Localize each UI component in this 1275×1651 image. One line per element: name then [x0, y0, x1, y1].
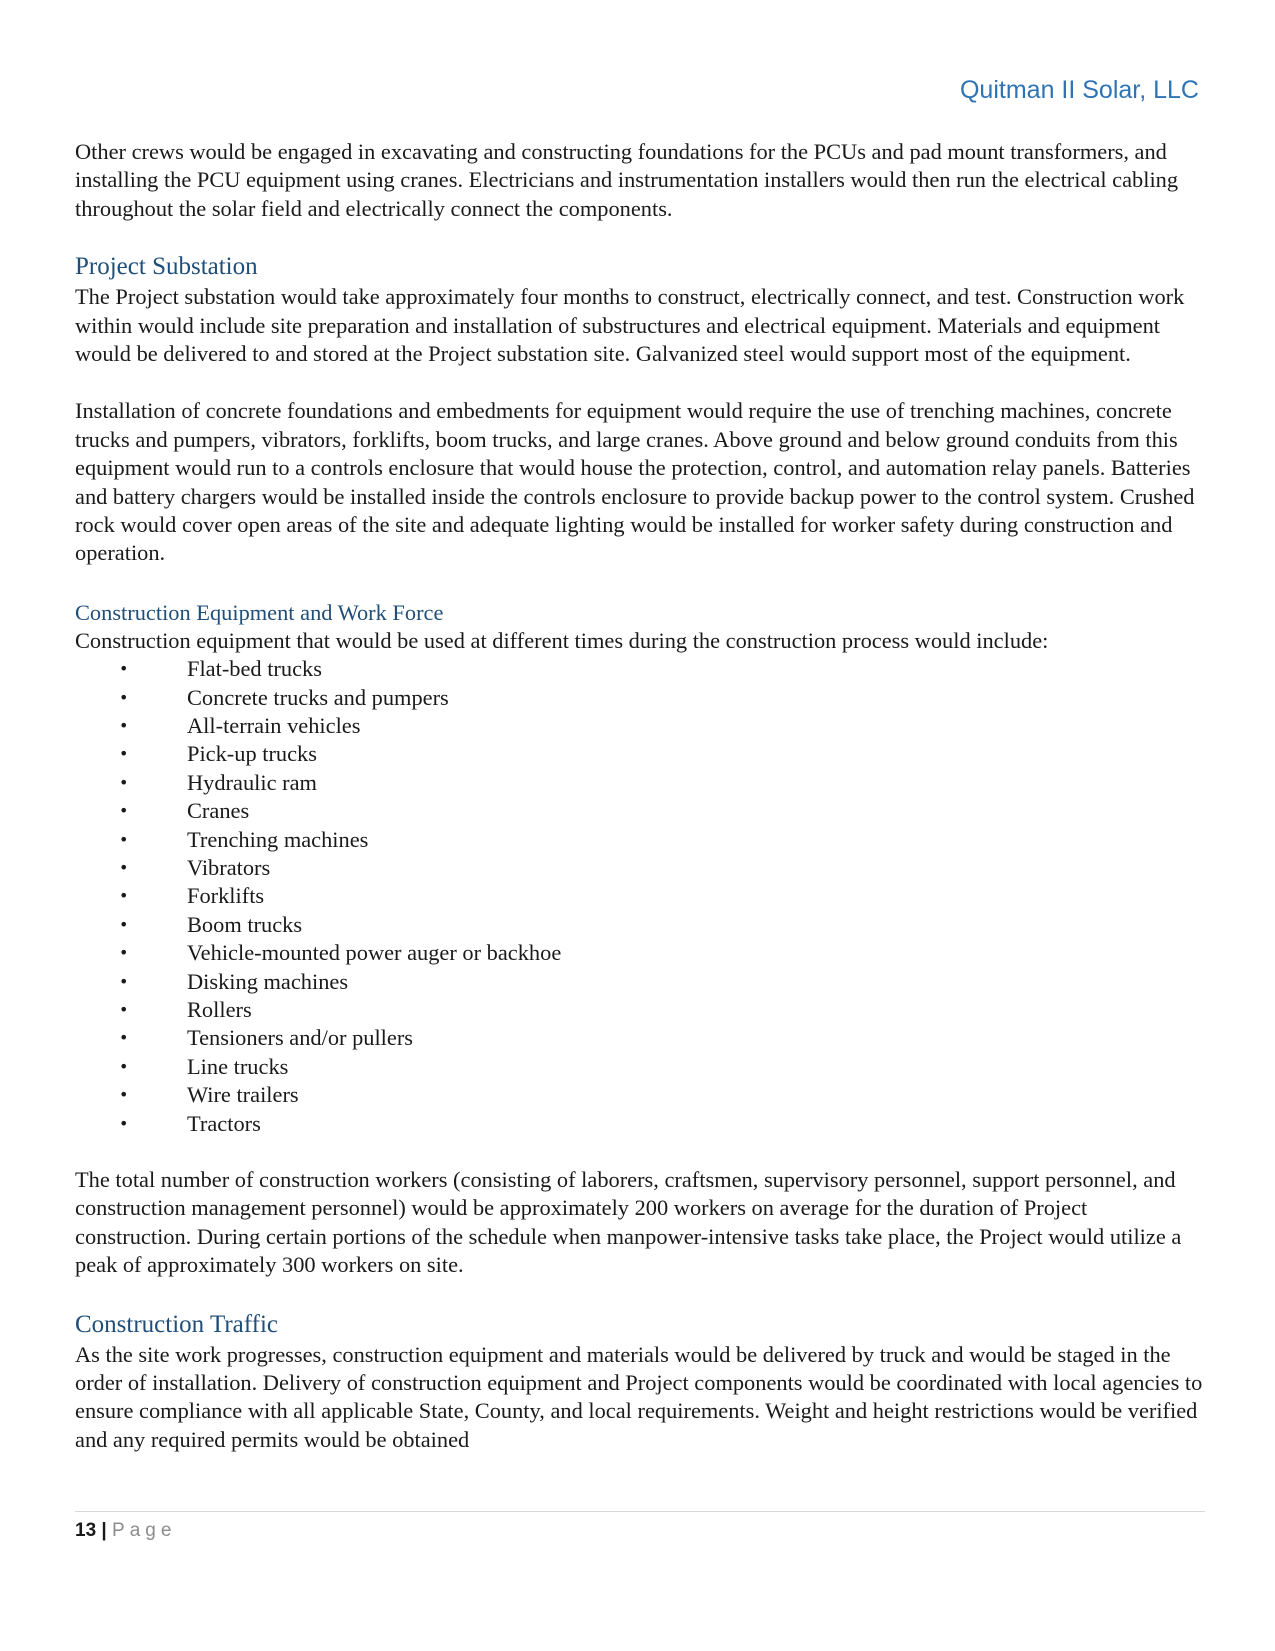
- paragraph-substation-construction: The Project substation would take approximately four months to construct, electrically connect, and test. Construction work within would include site preparation and installation of substructures and electrical equipment. Materials and equipment would be delivered to and stored at the Project substation site. Galvanized steel would support most of the equipment.: [75, 284, 1185, 367]
- page-indicator: [75, 1520, 176, 1542]
- list-item: [75, 1110, 1205, 1138]
- bullet-marker: •: [119, 829, 129, 849]
- list-item: [75, 968, 1205, 996]
- list-item-text: Pick-up trucks: [187, 741, 317, 767]
- list-item: [75, 1053, 1205, 1081]
- list-item-text: Tractors: [187, 1110, 261, 1136]
- bullet-marker: •: [119, 659, 129, 679]
- paragraph-crews: Other crews would be engaged in excavating and constructing foundations for the PCUs and pad mount transformers, and installing the PCU equipment using cranes. Electricians and instrumentation installers would then run the electrical cabling throughout the solar field and electrically connect the components.: [75, 139, 1179, 221]
- list-item: [75, 996, 1205, 1024]
- list-item: [75, 1081, 1205, 1109]
- list-item-text: Trenching machines: [187, 826, 369, 852]
- bullet-marker: •: [119, 943, 129, 963]
- list-item: [75, 684, 1205, 712]
- list-item: [75, 882, 1205, 910]
- list-item-text: Wire trailers: [187, 1082, 299, 1108]
- header-company-name: Quitman II Solar, LLC: [959, 76, 1199, 104]
- page-separator: |: [101, 1520, 107, 1541]
- list-item-text: Forklifts: [187, 883, 265, 909]
- bullet-marker: •: [119, 886, 129, 906]
- list-item-text: Vehicle-mounted power auger or backhoe: [187, 940, 562, 966]
- list-item: [75, 854, 1205, 882]
- list-item-text: Tensioners and/or pullers: [187, 1025, 414, 1051]
- page-label: Page: [112, 1520, 177, 1541]
- list-item: [75, 740, 1205, 768]
- bullet-marker: •: [119, 971, 129, 991]
- bullet-marker: •: [119, 801, 129, 821]
- bullet-marker: •: [119, 999, 129, 1019]
- page-number: 13: [75, 1520, 97, 1541]
- heading-construction-traffic: Construction Traffic: [75, 1310, 279, 1338]
- list-item: [75, 712, 1205, 740]
- list-item: [75, 826, 1205, 854]
- paragraph-workforce: The total number of construction workers (consisting of laborers, craftsmen, supervisory personnel, support personnel, and construction management personnel) would be approximately 200 workers on average for the duration of Project construction. During certain portions of the schedule when manpower-intensive tasks take place, the Project would utilize a peak of approximately 300 workers on site.: [75, 1166, 1182, 1278]
- bullet-marker: •: [119, 858, 129, 878]
- list-item: [75, 769, 1205, 797]
- document-body: [75, 138, 1205, 1454]
- list-item-text: Flat-bed trucks: [187, 656, 322, 682]
- list-item-text: Boom trucks: [187, 911, 303, 937]
- list-item-text: Disking machines: [187, 968, 349, 994]
- bullet-marker: •: [119, 1028, 129, 1048]
- list-item-text: Vibrators: [187, 855, 271, 881]
- list-item: [75, 1024, 1205, 1052]
- list-item-text: Concrete trucks and pumpers: [187, 684, 449, 710]
- paragraph-equipment-intro: Construction equipment that would be used at different times during the construction process would include:: [75, 627, 1049, 653]
- footer-divider: [75, 1511, 1205, 1512]
- list-item: [75, 655, 1205, 683]
- list-item-text: Rollers: [187, 996, 252, 1022]
- list-item: [75, 911, 1205, 939]
- bullet-marker: •: [119, 716, 129, 736]
- list-item: [75, 939, 1205, 967]
- equipment-list: [75, 655, 1205, 1138]
- bullet-marker: •: [119, 1113, 129, 1133]
- bullet-marker: •: [119, 744, 129, 764]
- list-item-text: All-terrain vehicles: [187, 713, 361, 739]
- bullet-marker: •: [119, 1056, 129, 1076]
- bullet-marker: •: [119, 772, 129, 792]
- heading-equipment-work-force: Construction Equipment and Work Force: [75, 599, 444, 625]
- list-item: [75, 797, 1205, 825]
- list-item-text: Line trucks: [187, 1053, 289, 1079]
- paragraph-traffic: As the site work progresses, construction equipment and materials would be delivered by truck and would be staged in the order of installation. Delivery of construction equipment and Project components would be coordinated with local agencies to ensure compliance with all applicable State, County, and local requirements. Weight and height restrictions would be verified and any required permits would be obtained: [75, 1341, 1203, 1452]
- bullet-marker: •: [119, 1085, 129, 1105]
- heading-project-substation: Project Substation: [75, 253, 258, 281]
- bullet-marker: •: [119, 687, 129, 707]
- bullet-marker: •: [119, 914, 129, 934]
- list-item-text: Cranes: [187, 798, 250, 824]
- list-item-text: Hydraulic ram: [187, 769, 317, 795]
- paragraph-substation-installation: Installation of concrete foundations and embedments for equipment would require the use of trenching machines, concrete trucks and pumpers, vibrators, forklifts, boom trucks, and large cranes. Above ground and below ground conduits from this equipment would run to a controls enclosure that would house the protection, control, and automation relay panels. Batteries and battery chargers would be installed inside the controls enclosure to provide backup power to the control system. Crushed rock would cover open areas of the site and adequate lighting would be installed for worker safety during construction and operation.: [75, 398, 1195, 566]
